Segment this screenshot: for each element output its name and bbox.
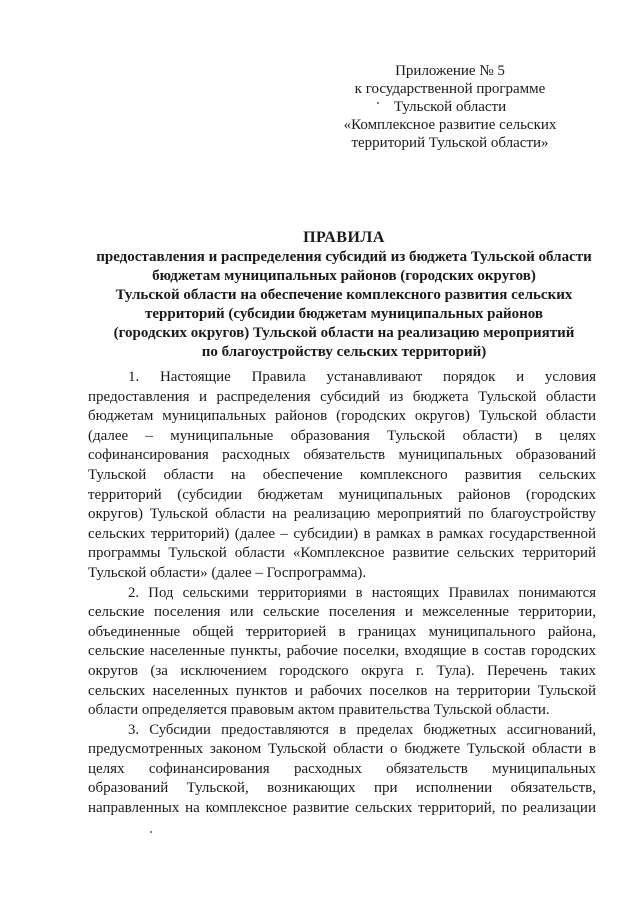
text-line: области определяется правовым актом правительства Тульской области.: [88, 702, 550, 719]
title-line: по благоустройству сельских территорий): [201, 344, 487, 360]
text-line: программы Тульской области «Комплексное развитие сельских территорий: [88, 545, 596, 562]
title-heading: ПРАВИЛА: [303, 229, 385, 246]
document-title: [72, 228, 616, 362]
title-line: территорий (субсидии бюджетам муниципальных районов: [145, 306, 543, 322]
text-line: Тульской области на обеспечение комплексного развития сельских: [88, 466, 596, 483]
text-line: округов) Тульской области на реализацию мероприятий по благоустройству: [88, 506, 596, 523]
text-line: сельские поселения или сельские поселения и межселенные территории,: [88, 604, 596, 621]
text-line: предусмотренных законом Тульской области о бюджете Тульской области в: [88, 741, 596, 758]
paragraph-1: [88, 368, 596, 584]
appendix-line: территорий Тульской области»: [351, 135, 549, 151]
text-line: сельских населенных пунктов и рабочих поселков на территории Тульской: [88, 682, 596, 699]
text-line: округов (за исключением городского округа г. Тула). Перечень таких: [88, 662, 596, 679]
appendix-line: к государственной программе: [354, 81, 546, 97]
text-line: сельские населенные пункты, рабочие поселки, входящие в состав городских: [88, 643, 596, 660]
text-line: (далее – муниципальные образования Тульской области) в целях: [88, 427, 596, 444]
scan-speck: [377, 102, 379, 104]
document-body: [88, 368, 596, 819]
text-line: софинансирования расходных обязательств муниципальных образований: [88, 447, 596, 464]
title-line: Тульской области на обеспечение комплексного развития сельских: [115, 287, 573, 303]
appendix-line: «Комплексное развитие сельских: [343, 117, 557, 133]
title-line: предоставления и распределения субсидий из бюджета Тульской области: [96, 249, 592, 265]
appendix-header: [330, 62, 570, 152]
text-line: целях софинансирования расходных обязательств муниципальных: [88, 760, 596, 777]
text-line: направленных на комплексное развитие сельских территорий, по реализации: [88, 800, 596, 817]
text-line: территорий (субсидии бюджетам муниципальных районов (городских: [88, 486, 596, 503]
text-line: предоставления и распределения субсидий из бюджета Тульской области: [88, 388, 596, 405]
paragraph-3: [88, 721, 596, 819]
text-line: образований Тульской, возникающих при исполнении обязательств,: [88, 780, 596, 797]
scan-speck: [150, 831, 152, 833]
title-line: бюджетам муниципальных районов (городских округов): [152, 268, 536, 284]
text-line: объединенные общей территорией в границах муниципального района,: [88, 623, 596, 640]
text-line: 2. Под сельскими территориями в настоящих Правилах понимаются: [128, 584, 596, 601]
text-line: 1. Настоящие Правила устанавливают порядок и условия: [128, 369, 596, 385]
paragraph-2: [88, 584, 596, 721]
title-line: (городских округов) Тульской области на реализацию мероприятий: [113, 325, 575, 341]
appendix-line: Тульской области: [393, 99, 507, 115]
text-line: сельских территорий) (далее – субсидии) в рамках в рамках государственной: [88, 525, 596, 542]
text-line: бюджетам муниципальных районов (городских округов) Тульской области: [88, 408, 596, 425]
text-line: Тульской области» (далее – Госпрограмма).: [88, 564, 367, 581]
text-line: 3. Субсидии предоставляются в пределах бюджетных ассигнований,: [128, 721, 596, 738]
appendix-line: Приложение № 5: [395, 63, 505, 79]
